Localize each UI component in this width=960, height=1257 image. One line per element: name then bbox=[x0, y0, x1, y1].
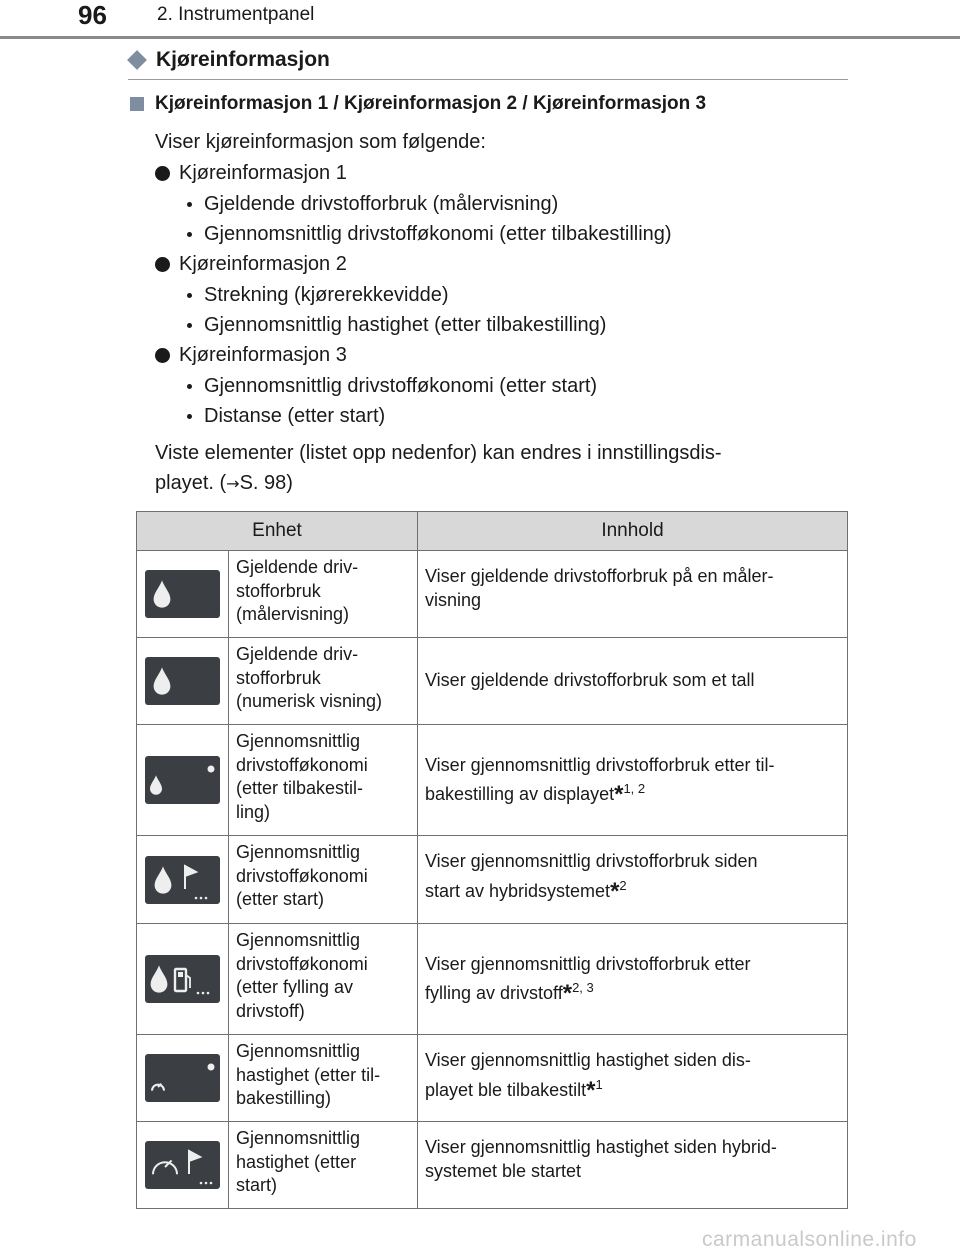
unit-label: Gjeldende driv- stofforbruk (målervisning) bbox=[236, 557, 359, 624]
note-reference bbox=[155, 471, 293, 496]
section-divider bbox=[128, 79, 848, 80]
chapter-title: 2. Instrumentpanel bbox=[157, 4, 315, 25]
dot-bullet-icon bbox=[187, 323, 192, 328]
unit-label: Gjennomsnittlig hastighet (etter til- bakestilling) bbox=[236, 1041, 381, 1108]
footnote-asterisk: * bbox=[586, 1076, 596, 1104]
footnote-ref: 1 bbox=[595, 1076, 603, 1092]
page-link[interactable]: S. 98) bbox=[239, 472, 293, 494]
unit-label: Gjennomsnittlig drivstofføkonomi (etter fylling av drivstoff) bbox=[236, 930, 368, 1021]
header-divider bbox=[0, 36, 960, 39]
group-label: Kjøreinformasjon 1 bbox=[179, 162, 347, 184]
icon-cell bbox=[137, 1035, 229, 1122]
header-content: Innhold bbox=[418, 512, 848, 551]
content-text: Viser gjeldende drivstofforbruk som et tall bbox=[425, 670, 755, 691]
footnote-ref: 1, 2 bbox=[623, 781, 646, 796]
fuel-drop-reset-icon bbox=[145, 756, 220, 804]
speedometer-flag-icon bbox=[145, 1141, 220, 1189]
fuel-drop-icon bbox=[145, 570, 220, 618]
list-item: Gjeldende drivstofforbruk (målervisning) bbox=[204, 193, 559, 215]
intro-text: Viser kjøreinformasjon som følgende: bbox=[155, 131, 486, 153]
table-row bbox=[137, 638, 848, 725]
footnote-ref: 2, 3 bbox=[572, 980, 594, 995]
content-cell bbox=[418, 725, 848, 836]
speedometer-reset-icon bbox=[145, 1054, 220, 1102]
table-row bbox=[137, 1122, 848, 1209]
list-item: Gjennomsnittlig hastighet (etter tilbakestilling) bbox=[204, 314, 607, 336]
icon-cell bbox=[137, 1122, 229, 1209]
unit-cell bbox=[229, 638, 418, 725]
dot-bullet-icon bbox=[187, 293, 192, 298]
content-text: Viser gjennomsnittlig hastighet siden hybrid- systemet ble startet bbox=[425, 1137, 777, 1181]
unit-cell bbox=[229, 924, 418, 1035]
unit-label: Gjennomsnittlig hastighet (etter start) bbox=[236, 1128, 361, 1195]
group-label: Kjøreinformasjon 3 bbox=[179, 344, 347, 366]
unit-cell bbox=[229, 1035, 418, 1122]
content-text: Viser gjennomsnittlig drivstofforbruk etter fylling av drivstoff bbox=[425, 953, 751, 1003]
table-row bbox=[137, 551, 848, 638]
round-bullet-icon bbox=[155, 166, 170, 181]
footnote-asterisk: * bbox=[614, 781, 624, 808]
list-item: Gjennomsnittlig drivstofføkonomi (etter tilbakestilling) bbox=[204, 223, 672, 245]
unit-label: Gjennomsnittlig drivstofføkonomi (etter start) bbox=[236, 842, 368, 909]
footnote-asterisk: * bbox=[562, 980, 573, 1007]
subsection-title: Kjøreinformasjon 1 / Kjøreinformasjon 2 / Kjøreinformasjon 3 bbox=[155, 93, 707, 114]
header-unit: Enhet bbox=[137, 512, 418, 551]
content-text: Viser gjennomsnittlig drivstofforbruk etter til- bakestilling av displayet bbox=[425, 754, 775, 804]
unit-cell bbox=[229, 725, 418, 836]
icon-cell bbox=[137, 924, 229, 1035]
icon-cell bbox=[137, 836, 229, 924]
dot-bullet-icon bbox=[187, 384, 192, 389]
round-bullet-icon bbox=[155, 348, 170, 363]
content-cell bbox=[418, 836, 848, 924]
watermark: carmanualsonline.info bbox=[702, 1228, 917, 1251]
content-text: Viser gjeldende drivstofforbruk på en måler- visning bbox=[425, 566, 774, 610]
list-item: Gjennomsnittlig drivstofføkonomi (etter start) bbox=[204, 375, 598, 397]
list-item: Strekning (kjørerekkevidde) bbox=[204, 284, 449, 306]
note-text: Viste elementer (listet opp nedenfor) kan endres i innstillingsdis- bbox=[155, 442, 722, 464]
footnote-asterisk: * bbox=[610, 877, 620, 905]
content-cell bbox=[418, 551, 848, 638]
content-cell bbox=[418, 1122, 848, 1209]
dot-bullet-icon bbox=[187, 232, 192, 237]
unit-cell bbox=[229, 551, 418, 638]
unit-cell bbox=[229, 836, 418, 924]
content-cell bbox=[418, 924, 848, 1035]
unit-label: Gjennomsnittlig drivstofføkonomi (etter tilbakestil- ling) bbox=[236, 731, 368, 822]
table-header-row bbox=[137, 512, 848, 551]
list-item: Distanse (etter start) bbox=[204, 405, 386, 427]
dot-bullet-icon bbox=[187, 202, 192, 207]
icon-cell bbox=[137, 638, 229, 725]
section-title: Kjøreinformasjon bbox=[156, 48, 330, 71]
table-row bbox=[137, 725, 848, 836]
fuel-drop-flag-icon bbox=[145, 856, 220, 904]
table-row bbox=[137, 1035, 848, 1122]
group-label: Kjøreinformasjon 2 bbox=[179, 253, 347, 275]
footnote-ref: 2 bbox=[619, 877, 627, 893]
content-cell bbox=[418, 638, 848, 725]
content-text: Viser gjennomsnittlig drivstofforbruk siden start av hybridsystemet bbox=[425, 851, 758, 901]
square-bullet-icon bbox=[130, 97, 144, 111]
info-table bbox=[136, 511, 848, 1209]
diamond-icon bbox=[127, 50, 147, 70]
dot-bullet-icon bbox=[187, 414, 192, 419]
unit-cell bbox=[229, 1122, 418, 1209]
round-bullet-icon bbox=[155, 257, 170, 272]
table-row bbox=[137, 924, 848, 1035]
page-number: 96 bbox=[78, 0, 107, 30]
fuel-drop-pump-icon bbox=[145, 955, 220, 1003]
table-row bbox=[137, 836, 848, 924]
icon-cell bbox=[137, 725, 229, 836]
content-text: Viser gjennomsnittlig hastighet siden dis- playet ble tilbakestilt bbox=[425, 1050, 751, 1100]
icon-cell bbox=[137, 551, 229, 638]
unit-label: Gjeldende driv- stofforbruk (numerisk visning) bbox=[236, 644, 383, 711]
arrow-icon: → bbox=[226, 474, 240, 493]
fuel-drop-icon bbox=[145, 657, 220, 705]
note-prefix: playet. ( bbox=[155, 472, 227, 494]
content-cell bbox=[418, 1035, 848, 1122]
